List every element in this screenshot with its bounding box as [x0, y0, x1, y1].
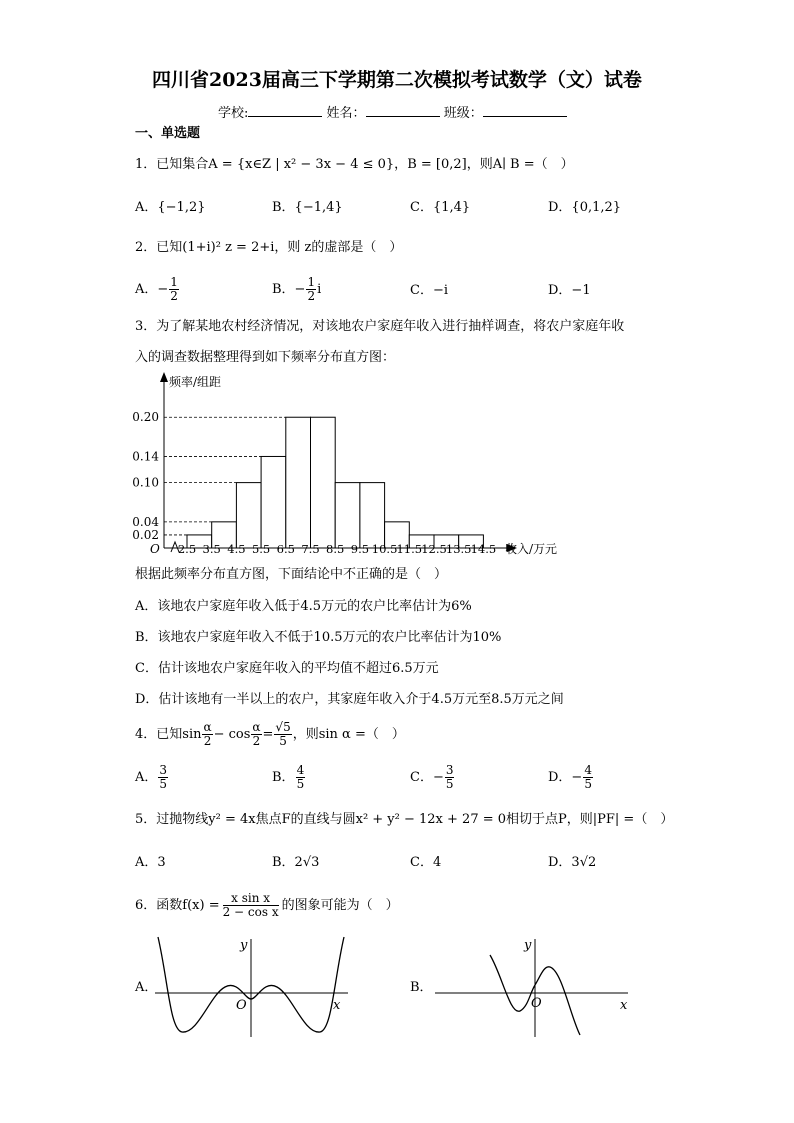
q3-option-b[interactable]: B．该地农户家庭年收入不低于10.5万元的农户比率估计为10%: [135, 630, 502, 645]
x-tick-label: 6.5: [276, 542, 295, 556]
x-tick-label: 2.5: [177, 542, 197, 556]
question-1-stem: 1．已知集合A = {x∈Z | x² − 3x − 4 ≤ 0}，B = [0,2]，则A∣ B =（ ）: [135, 157, 574, 172]
info-line: [218, 104, 567, 122]
q1-option-c[interactable]: C．{1,4}: [410, 200, 471, 215]
q3-option-c[interactable]: C．估计该地农户家庭年收入的平均值不超过6.5万元: [135, 661, 439, 676]
x-tick-label: 9.5: [350, 542, 370, 556]
name-field[interactable]: [366, 104, 440, 117]
histogram-bar: [261, 456, 286, 548]
q4-option-c[interactable]: C．− $\frac{3}{5}$: [410, 763, 454, 791]
q4-option-b[interactable]: B． $\frac{4}{5}$: [272, 763, 305, 791]
y-tick-label: 0.20: [132, 410, 159, 425]
y-tick-label: 0.04: [132, 514, 159, 529]
graph-b-y-label: y: [524, 938, 532, 953]
q2-option-b[interactable]: B．− $\frac{1}{2}$ i: [272, 275, 322, 303]
x-tick-label: 11.5: [396, 542, 423, 556]
frequency-histogram: [125, 370, 585, 560]
x-tick-label: 14.5: [470, 542, 497, 556]
question-3-prompt: 根据此频率分布直方图，下面结论中不正确的是（ ）: [135, 567, 448, 582]
graph-a-x-label: x: [333, 998, 341, 1013]
q6-option-a[interactable]: A．: [135, 980, 158, 995]
name-label: 姓名：: [326, 106, 366, 121]
fraction: $\frac{1}{2}$: [307, 275, 316, 303]
x-tick-label: 13.5: [445, 542, 472, 556]
section-heading: 一、单选题: [135, 126, 201, 141]
q5-option-b[interactable]: B．2√3: [272, 855, 320, 870]
x-tick-label: 7.5: [301, 542, 320, 556]
q5-option-d[interactable]: D．3√2: [548, 855, 597, 870]
y-axis-label: 频率/组距: [169, 375, 222, 389]
question-5-stem: 5．过抛物线y² = 4x焦点F的直线与圆x² + y² − 12x + 27 = 0相切于点P，则|PF| =（ ）: [135, 812, 674, 827]
question-4-stem: 4．已知sin $\frac{\alpha}{2}$ − cos $\frac{\alpha}{2}$ = $\frac{√5}{5}$ ，则sin α =（ ）: [135, 720, 405, 748]
graph-a-y-label: y: [240, 938, 248, 953]
y-tick-label: 0.10: [132, 475, 159, 490]
graph-b-x-label: x: [620, 998, 628, 1013]
x-tick-label: 4.5: [227, 542, 246, 556]
histogram-bar: [236, 483, 261, 548]
histogram-bar: [360, 483, 385, 548]
q1-option-d[interactable]: D．{0,1,2}: [548, 200, 622, 215]
y-tick-label: 0.02: [132, 527, 159, 542]
question-2-stem: 2．已知(1+i)² z = 2+i，则 z的虚部是（ ）: [135, 240, 403, 255]
histogram-bar: [311, 417, 336, 548]
fraction: $\frac{1}{2}$: [170, 275, 178, 303]
histogram-bar: [335, 483, 360, 548]
school-field[interactable]: [248, 104, 322, 117]
class-field[interactable]: [483, 104, 567, 117]
q5-option-a[interactable]: A．3: [135, 855, 166, 870]
x-tick-label: 5.5: [251, 542, 271, 556]
x-tick-label: 8.5: [326, 542, 345, 556]
q1-option-b[interactable]: B．{−1,4}: [272, 200, 343, 215]
page-title: 四川省2023届高三下学期第二次模拟考试数学（文）试卷: [152, 69, 642, 91]
q4-option-d[interactable]: D．− $\frac{4}{5}$: [548, 763, 592, 791]
question-3-line2: 入的调查数据整理得到如下频率分布直方图：: [135, 350, 396, 365]
q3-option-d[interactable]: D．估计该地有一半以上的农户，其家庭年收入介于4.5万元至8.5万元之间: [135, 692, 564, 707]
y-axis-arrow: [160, 372, 168, 382]
x-tick-label: 12.5: [421, 542, 447, 556]
question-3-line1: 3．为了解某地农村经济情况，对该地农户家庭年收入进行抽样调查，将农户家庭年收: [135, 319, 625, 334]
histogram-bar: [286, 417, 311, 548]
q6-graph-b[interactable]: [430, 935, 640, 1045]
class-label: 班级：: [443, 106, 483, 121]
q3-option-a[interactable]: A．该地农户家庭年收入低于4.5万元的农户比率估计为6%: [135, 599, 472, 614]
q6-graph-a[interactable]: [150, 935, 360, 1045]
q5-option-c[interactable]: C．4: [410, 855, 442, 870]
q4-option-a[interactable]: A． $\frac{3}{5}$: [135, 763, 168, 791]
graph-a-origin: O: [236, 998, 247, 1013]
x-tick-label: 3.5: [202, 542, 221, 556]
q2-option-c[interactable]: C．−i: [410, 283, 448, 298]
graph-b-origin: O: [531, 996, 542, 1011]
y-tick-label: 0.14: [132, 449, 159, 464]
q2-option-a[interactable]: A．− $\frac{1}{2}$: [135, 275, 178, 303]
question-6-stem: 6．函数f(x) = $\frac{\text{x sin x}}{\text{2 − cos x}}$ 的图象可能为（ ）: [135, 891, 399, 919]
origin-label: O: [150, 542, 160, 556]
x-tick-label: 10.5: [371, 542, 398, 556]
q1-option-a[interactable]: A．{−1,2}: [135, 200, 206, 215]
x-axis-label: 收入/万元: [505, 542, 558, 556]
q6-option-b[interactable]: B．: [410, 980, 433, 995]
school-label: 学校:: [218, 106, 249, 121]
q2-option-d[interactable]: D．−1: [548, 283, 591, 298]
